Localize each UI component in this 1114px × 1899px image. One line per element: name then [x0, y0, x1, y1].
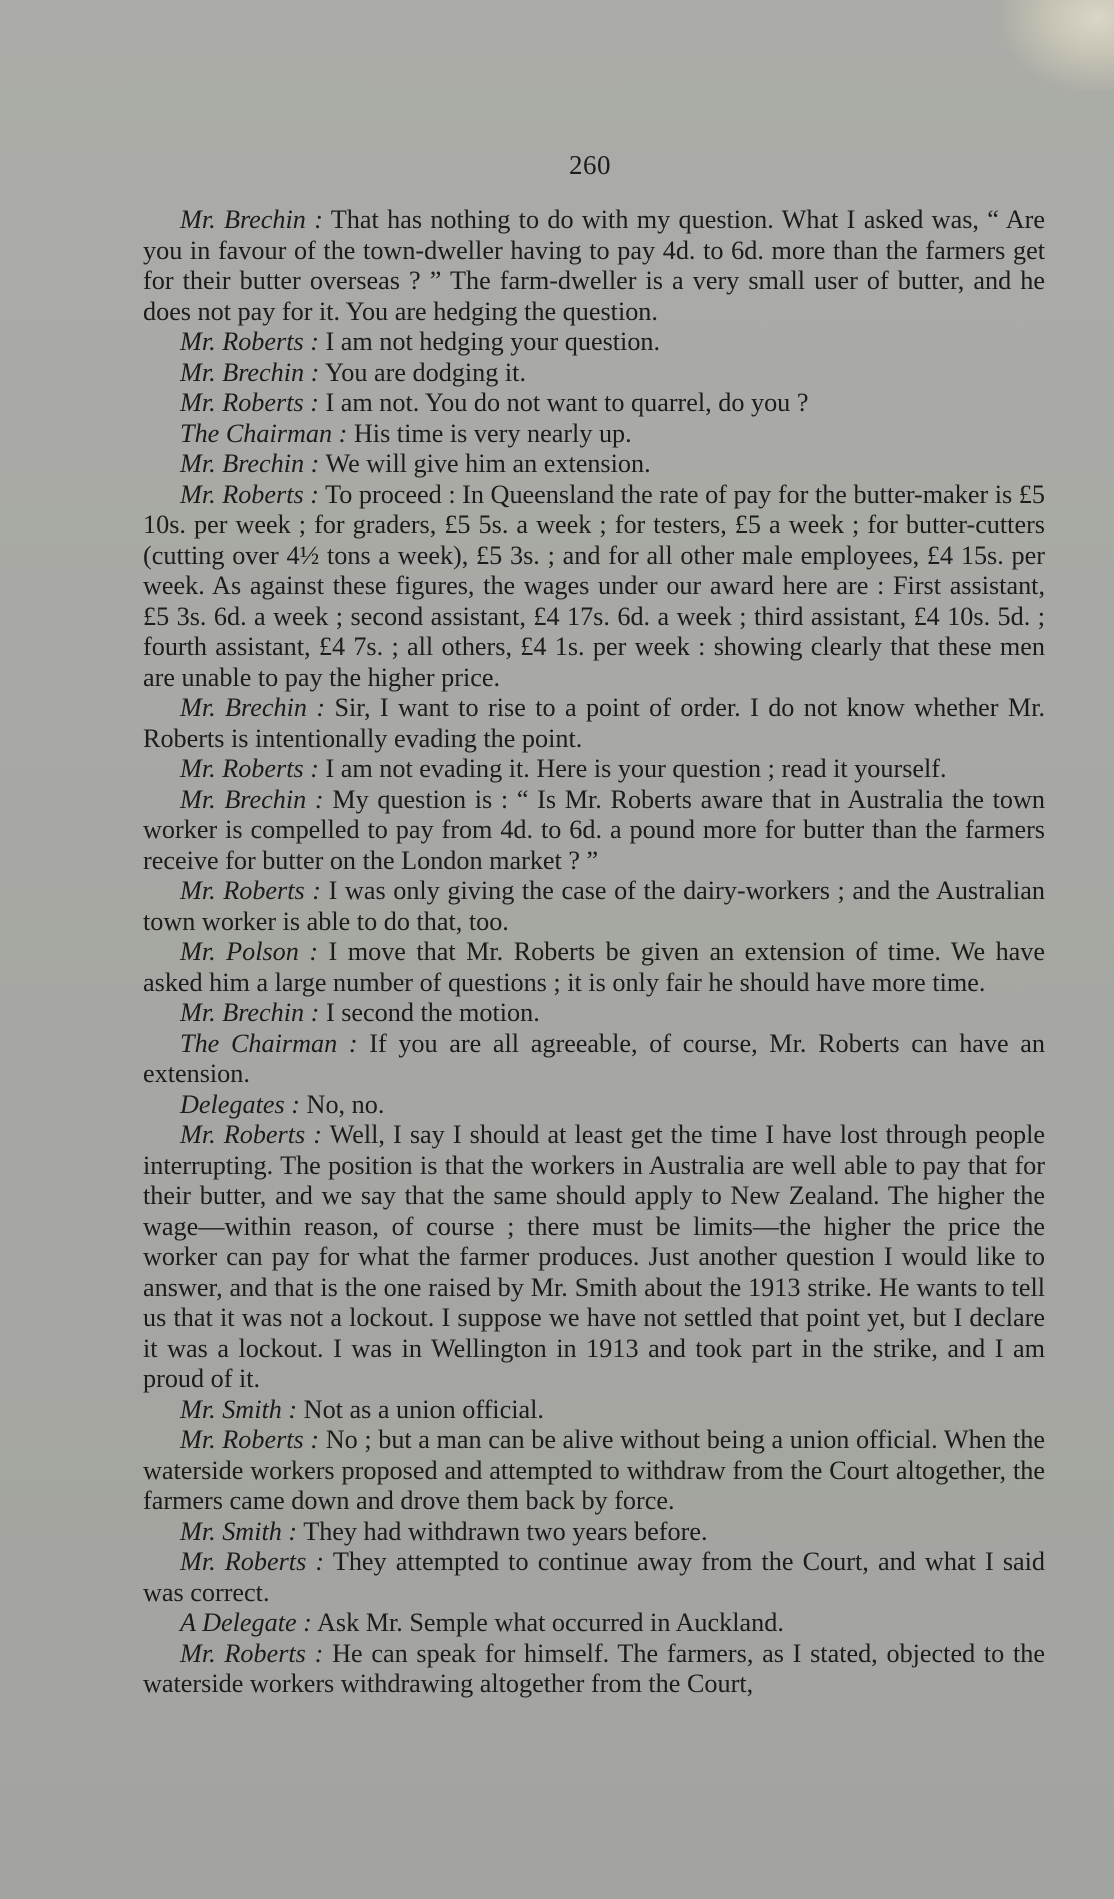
- transcript-paragraph: [143, 937, 1045, 998]
- speech-text: Ask Mr. Semple what occurred in Auckland.: [316, 1608, 784, 1637]
- speech-text: They had withdrawn two years before.: [303, 1516, 708, 1546]
- transcript-paragraph: [143, 754, 1045, 785]
- transcript-paragraph: [143, 1425, 1045, 1517]
- paper-stain: [1004, 0, 1114, 90]
- speaker-name: Mr. Roberts :: [180, 479, 319, 509]
- transcript-paragraph: [143, 358, 1045, 389]
- speech-text: My question is : “ Is Mr. Roberts aware that in Australia the town worker is compelled to pay from 4d. to 6d. a pound more for butter than the farmers receive for butter on the London market ? ”: [143, 784, 1046, 875]
- speaker-name: Mr. Roberts :: [180, 754, 319, 783]
- speech-text: We will give him an extension.: [325, 449, 651, 478]
- transcript-paragraph: [143, 1517, 1045, 1548]
- speaker-name: Mr. Roberts :: [180, 1425, 320, 1454]
- speech-text: They attempted to continue away from the Court, and what I said was correct.: [143, 1547, 1046, 1607]
- speaker-name: Mr. Roberts :: [180, 1638, 324, 1668]
- transcript-paragraph: [143, 1029, 1045, 1090]
- speech-text: He can speak for himself. The farmers, as I stated, objected to the waterside workers withdrawing altogether from the Court,: [143, 1638, 1046, 1698]
- speaker-name: Mr. Roberts :: [180, 1547, 325, 1576]
- speech-text: No ; but a man can be alive without being a union official. When the waterside workers proposed and attempted to withdraw from the Court altogether, the farmers came down and drove them back by force.: [143, 1425, 1045, 1515]
- transcript-paragraph: [143, 419, 1045, 450]
- transcript-paragraph: [143, 785, 1045, 877]
- transcript-paragraph: [143, 998, 1045, 1029]
- speech-text: I move that Mr. Roberts be given an extension of time. We have asked him a large number of questions ; it is only fair he should have more time.: [143, 937, 1046, 997]
- speech-text: I was only giving the case of the dairy-workers ; and the Australian town worker is able to do that, too.: [143, 876, 1046, 936]
- speaker-name: Mr. Smith :: [180, 1516, 298, 1546]
- transcript-paragraph: [143, 1090, 1045, 1121]
- transcript-paragraph: [143, 480, 1045, 694]
- speaker-name: Mr. Brechin :: [180, 449, 320, 478]
- speaker-name: The Chairman :: [180, 418, 348, 448]
- speech-text: Sir, I want to rise to a point of order. I do not know whether Mr. Roberts is intentionally evading the point.: [143, 693, 1046, 753]
- speaker-name: Mr. Brechin :: [180, 998, 320, 1027]
- speaker-name: Mr. Roberts :: [180, 876, 322, 905]
- page-number: 260: [569, 150, 611, 180]
- speaker-name: Mr. Roberts :: [180, 327, 319, 356]
- speech-text: That has nothing to do with my question. What I asked was, “ Are you in favour of the town-dweller having to pay 4d. to 6d. more than the farmers get for their butter overseas ? ” The farm-dweller is a very small user of butter, and he does not pay for it. You are hedging the question.: [143, 205, 1046, 326]
- speech-text: No, no.: [306, 1089, 385, 1119]
- speech-text: I am not hedging your question.: [325, 327, 661, 356]
- transcript-body: [143, 205, 1045, 1700]
- speech-text: Well, I say I should at least get the time I have lost through people interrupting. The position is that the workers in Australia are well able to pay that for their butter, and we say that the same should apply to New Zealand. The higher the wage—within reason, of course ; there must be limits—the higher the price the worker can pay for what the farmer produces. Just another question I would like to answer, and that is the one raised by Mr. Smith about the 1913 strike. He wants to tell us that it was not a lockout. I suppose we have not settled that point yet, but I declare it was a lockout. I was in Wellington in 1913 and took part in the strike, and I am proud of it.: [143, 1120, 1045, 1393]
- speaker-name: Mr. Roberts :: [180, 1120, 322, 1149]
- speech-text: To proceed : In Queensland the rate of pay for the butter-maker is £5 10s. per week ; for graders, £5 5s. a week ; for testers, £5 a week ; for butter-cutters (cutting over 4½ tons a week), £5 3s. ; and for all other male employees, £4 15s. per week. As against these figures, the wages under our award here are : First assistant, £5 3s. 6d. a week ; second assistant, £4 17s. 6d. a week ; third assistant, £4 10s. 5d. ; fourth assistant, £4 7s. ; all others, £4 1s. per week : showing clearly that these men are unable to pay the higher price.: [143, 479, 1045, 692]
- transcript-paragraph: [143, 1120, 1045, 1395]
- transcript-paragraph: [143, 1395, 1045, 1426]
- speech-text: Not as a union official.: [303, 1394, 544, 1424]
- transcript-paragraph: [143, 1547, 1045, 1608]
- speaker-name: Delegates :: [180, 1089, 300, 1119]
- speaker-name: Mr. Brechin :: [180, 357, 320, 387]
- speaker-name: Mr. Roberts :: [180, 388, 319, 417]
- speech-text: If you are all agreeable, of course, Mr. Roberts can have an extension.: [143, 1028, 1046, 1088]
- speech-text: I second the motion.: [325, 998, 540, 1027]
- transcript-paragraph: [143, 449, 1045, 480]
- speech-text: You are dodging it.: [324, 357, 526, 387]
- speech-text: His time is very nearly up.: [353, 418, 632, 448]
- transcript-paragraph: [143, 388, 1045, 419]
- speaker-name: Mr. Brechin :: [180, 784, 324, 814]
- speaker-name: Mr. Brechin :: [180, 693, 326, 722]
- speaker-name: Mr. Brechin :: [180, 205, 323, 234]
- speaker-name: The Chairman :: [180, 1028, 358, 1058]
- speech-text: I am not evading it. Here is your question ; read it yourself.: [325, 754, 947, 783]
- speaker-name: Mr. Polson :: [180, 937, 319, 966]
- transcript-paragraph: [143, 205, 1045, 327]
- transcript-paragraph: [143, 327, 1045, 358]
- speech-text: I am not. You do not want to quarrel, do you ?: [325, 388, 809, 417]
- transcript-paragraph: [143, 693, 1045, 754]
- speaker-name: Mr. Smith :: [180, 1394, 298, 1424]
- speaker-name: A Delegate :: [180, 1608, 312, 1637]
- transcript-paragraph: [143, 1608, 1045, 1639]
- transcript-paragraph: [143, 1639, 1045, 1700]
- transcript-paragraph: [143, 876, 1045, 937]
